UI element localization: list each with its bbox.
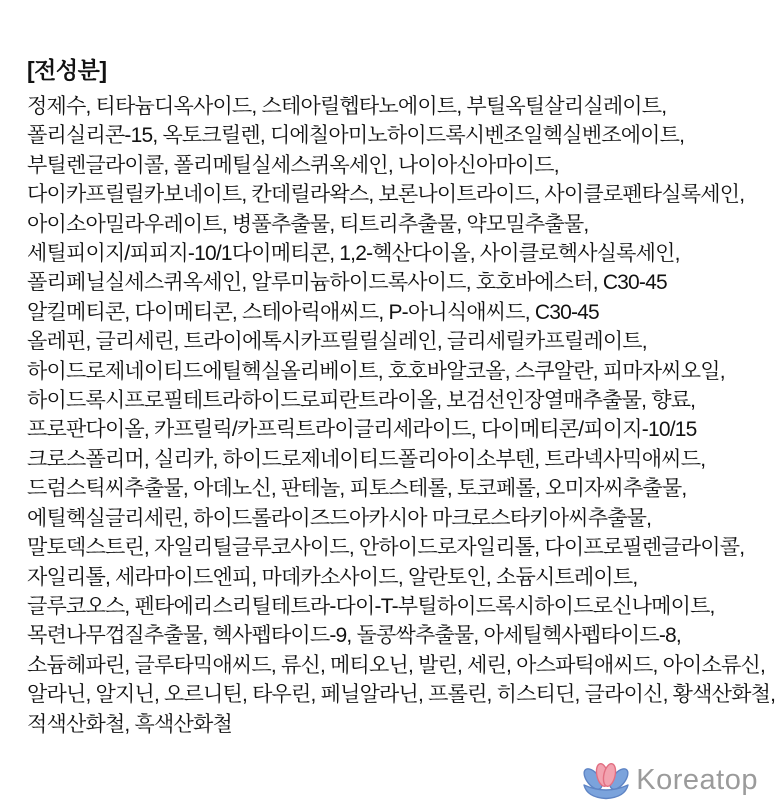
- ingredients-line: 다이카프릴릴카보네이트, 칸데릴라왁스, 보론나이트라이드, 사이클로펜타실록세인,: [27, 183, 745, 207]
- section-title: [전성분]: [27, 57, 107, 83]
- ingredients-line: 폴리페닐실세스퀴옥세인, 알루미늄하이드록사이드, 호호바에스터, C30-45: [27, 271, 667, 295]
- ingredients-line: 폴리실리콘-15, 옥토크릴렌, 디에칠아미노하이드록시벤조일헥실벤조에이트,: [27, 124, 685, 148]
- ingredients-line: 프로판다이올, 카프릴릭/카프릭트라이글리세라이드, 다이메티콘/피이지-10/15: [27, 418, 697, 442]
- ingredients-line: 말토덱스트린, 자일리틸글루코사이드, 안하이드로자일리톨, 다이프로필렌글라이콜,: [27, 536, 745, 560]
- ingredients-line: 자일리톨, 세라마이드엔피, 마데카소사이드, 알란토인, 소듐시트레이트,: [27, 565, 638, 589]
- ingredients-line: 목련나무껍질추출물, 헥사펩타이드-9, 돌콩싹추출물, 아세틸헥사펩타이드-8,: [27, 624, 681, 648]
- ingredients-line: 알킬메티콘, 다이메티콘, 스테아릭애씨드, P-아니식애씨드, C30-45: [27, 300, 599, 324]
- ingredients-line: 하이드로제네이티드에틸헥실올리베이트, 호호바알코올, 스쿠알란, 피마자씨오일,: [27, 359, 725, 383]
- ingredients-line: 올레핀, 글리세린, 트라이에톡시카프릴릴실레인, 글리세릴카프릴레이트,: [27, 330, 647, 354]
- ingredients-line: 적색산화철, 흑색산화철: [27, 712, 232, 736]
- ingredients-line: 크로스폴리머, 실리카, 하이드로제네이티드폴리아이소부텐, 트라넥사믹애씨드,: [27, 447, 706, 471]
- ingredients-line: 글루코오스, 펜타에리스리틸테트라-다이-T-부틸하이드록시하이드로신나메이트,: [27, 594, 715, 618]
- ingredients-line: 에틸헥실글리세린, 하이드롤라이즈드아카시아 마크로스타키아씨추출물,: [27, 506, 652, 530]
- ingredients-line: 정제수, 티타늄디옥사이드, 스테아릴헵타노에이트, 부틸옥틸살리실레이트,: [27, 95, 667, 118]
- ingredients-line: 아이소아밀라우레이트, 병풀추출물, 티트리추출물, 약모밀추출물,: [27, 212, 589, 236]
- lotus-icon: [581, 760, 631, 800]
- brand-logo: [581, 760, 758, 800]
- ingredients-line: 알라닌, 알지닌, 오르니틴, 타우린, 페닐알라닌, 프롤린, 히스티딘, 글라이신, 황색산화철,: [27, 683, 776, 707]
- ingredients-line: 드럼스틱씨추출물, 아데노신, 판테놀, 피토스테롤, 토코페롤, 오미자씨추출물,: [27, 477, 687, 501]
- ingredients-text: [27, 92, 776, 739]
- ingredients-line: 부틸렌글라이콜, 폴리메틸실세스퀴옥세인, 나이아신아마이드,: [27, 153, 559, 177]
- ingredients-section: [27, 56, 776, 739]
- brand-name: Koreatop: [636, 763, 758, 796]
- ingredients-line: 세틸피이지/피피지-10/1다이메티콘, 1,2-헥산다이올, 사이클로헥사실록세인,: [27, 242, 680, 266]
- ingredients-line: 소듐헤파린, 글루타믹애씨드, 류신, 메티오닌, 발린, 세린, 아스파틱애씨드, 아이소류신,: [27, 653, 766, 677]
- ingredients-line: 하이드록시프로필테트라하이드로피란트라이올, 보검선인장열매추출물, 향료,: [27, 389, 696, 413]
